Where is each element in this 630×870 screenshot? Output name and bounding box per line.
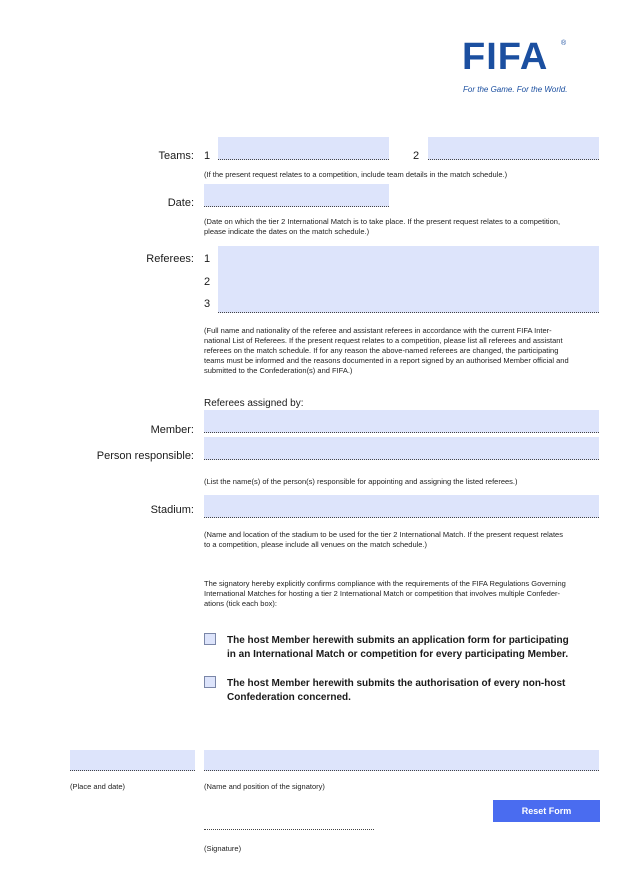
referees-note-line5: submitted to the Confederation(s) and FIFA.) (204, 366, 353, 375)
person-responsible-label: Person responsible: (96, 450, 194, 462)
authorisation-checkbox[interactable] (204, 676, 216, 688)
person-responsible-note: (List the name(s) of the person(s) responsible for appointing and assigning the listed referees.) (204, 477, 518, 486)
referee-3-number: 3 (204, 298, 211, 310)
fifa-tagline: For the Game. For the World. (463, 85, 568, 94)
stadium-note-line2: to a competition, please include all venues on the match schedule.) (204, 540, 428, 549)
reset-form-button[interactable]: Reset Form (493, 800, 600, 822)
referees-assigned-by-heading: Referees assigned by: (204, 398, 304, 409)
referees-note-line3: referees on the match schedule. If for any reason the above-named referees are changed, the participating (204, 346, 559, 355)
team-1-number: 1 (204, 150, 211, 162)
date-label: Date: (167, 197, 194, 209)
referees-label: Referees: (146, 253, 194, 265)
teams-label: Teams: (158, 150, 194, 162)
name-position-caption: (Name and position of the signatory) (204, 782, 325, 791)
fifa-logo: FIFA (462, 36, 549, 78)
stadium-field[interactable] (204, 495, 599, 518)
member-field[interactable] (204, 410, 599, 433)
signature-line (204, 829, 374, 830)
referees-note-line2: national List of Referees. If the present request relates to a competition, please list all referees and assistant (204, 336, 563, 345)
teams-note: (If the present request relates to a competition, include team details in the match schedule.) (204, 170, 508, 179)
registered-mark: ® (561, 40, 567, 47)
application-form-text-line1: The host Member herewith submits an application form for participating (227, 635, 569, 646)
referee-2-field[interactable] (218, 268, 599, 291)
referees-note-line1: (Full name and nationality of the referee and assistant referees in accordance with the current FIFA Inter- (204, 326, 552, 335)
member-label: Member: (150, 424, 194, 436)
referee-1-field[interactable] (218, 246, 599, 269)
referee-1-number: 1 (204, 253, 211, 265)
referee-2-number: 2 (204, 276, 211, 288)
stadium-label: Stadium: (150, 504, 194, 516)
signature-caption: (Signature) (204, 844, 242, 853)
confirm-text-line1: The signatory hereby explicitly confirms compliance with the requirements of the FIFA Regulations Governing (204, 579, 566, 588)
team-2-number: 2 (413, 150, 420, 162)
confirm-text-line3: ations (tick each box): (204, 599, 277, 608)
place-date-caption: (Place and date) (70, 782, 126, 791)
person-responsible-field[interactable] (204, 437, 599, 460)
place-date-field[interactable] (70, 750, 195, 771)
authorisation-text-line2: Confederation concerned. (227, 692, 351, 703)
application-form-text-line2: in an International Match or competition for every participating Member. (227, 649, 569, 660)
referees-note-line4: teams must be informed and the reasons documented in a report signed by an authorised Member official and (204, 356, 569, 365)
date-note-line2: please indicate the dates on the match schedule.) (204, 227, 370, 236)
date-note-line1: (Date on which the tier 2 International Match is to take place. If the present request relates to a competition, (204, 217, 561, 226)
authorisation-text-line1: The host Member herewith submits the authorisation of every non-host (227, 678, 566, 689)
name-position-field[interactable] (204, 750, 599, 771)
referee-3-field[interactable] (218, 290, 599, 313)
team-2-field[interactable] (428, 137, 599, 160)
team-1-field[interactable] (218, 137, 389, 160)
date-field[interactable] (204, 184, 389, 207)
application-form-checkbox[interactable] (204, 633, 216, 645)
confirm-text-line2: International Matches for hosting a tier 2 International Match or competition that involves multiple Confeder- (204, 589, 561, 598)
stadium-note-line1: (Name and location of the stadium to be used for the tier 2 International Match. If the present request relates (204, 530, 563, 539)
